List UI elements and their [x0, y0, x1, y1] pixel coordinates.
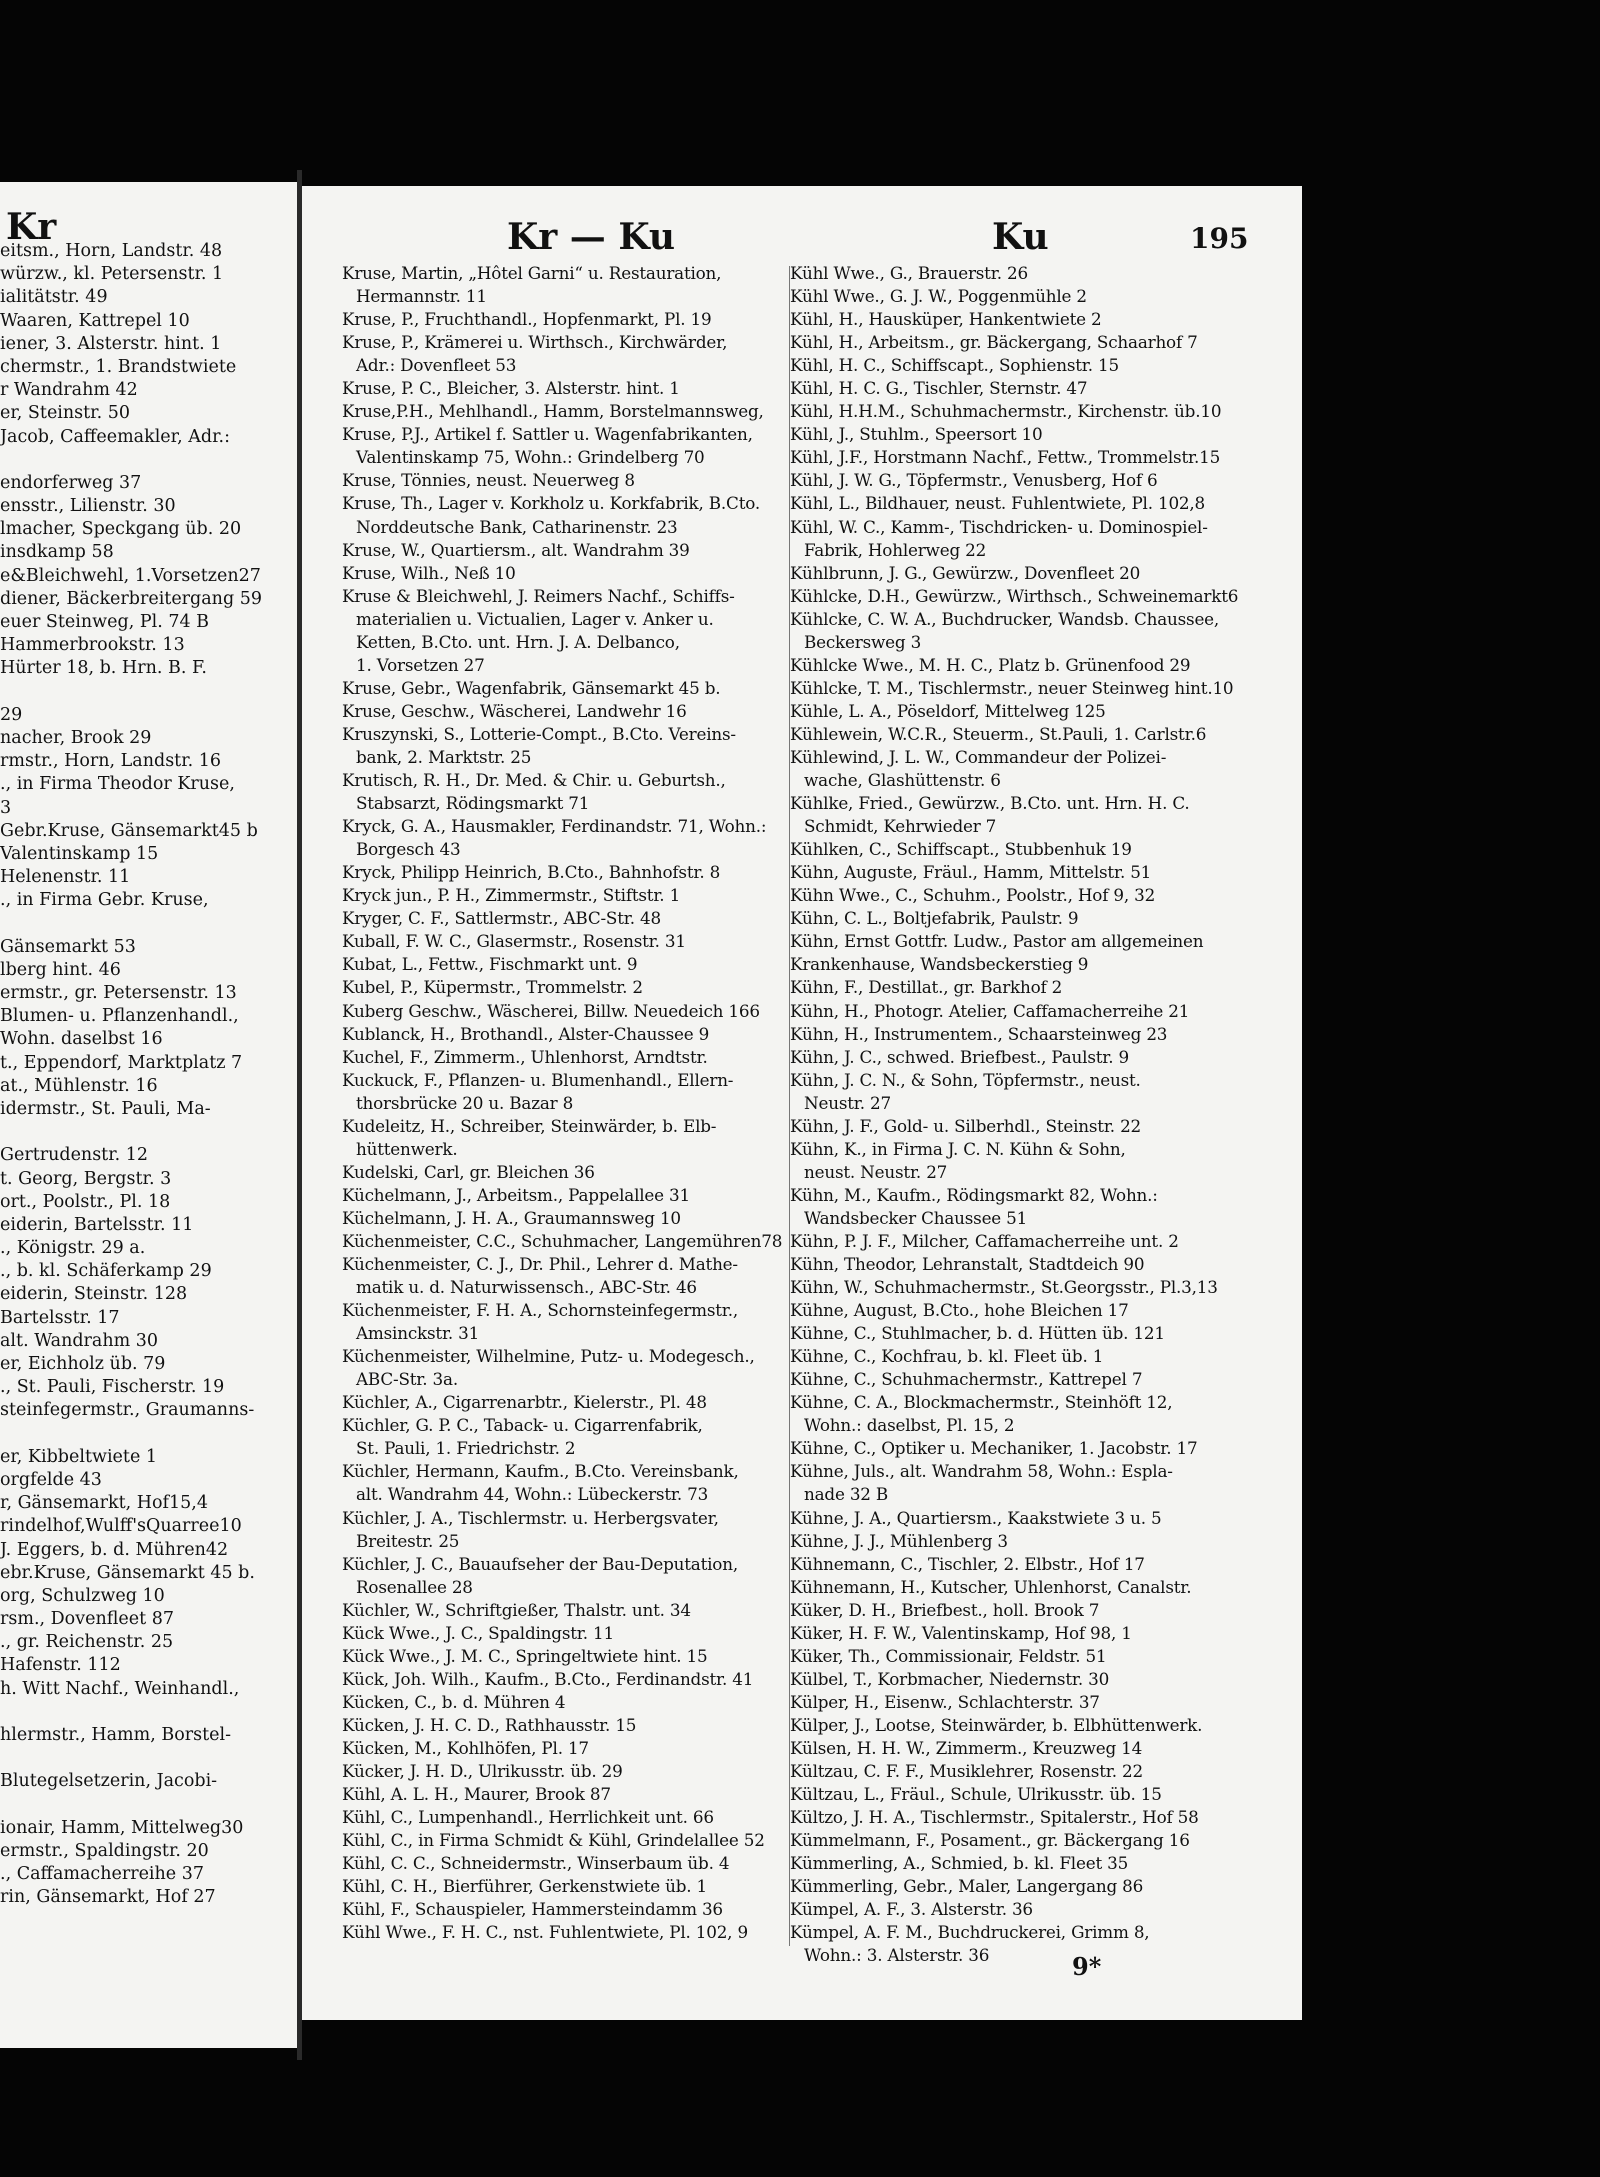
directory-entry-line: Kühl, C., Lumpenhandl., Herrlichkeit unt. 66: [342, 1807, 714, 1828]
directory-entry-line: Kubat, L., Fettw., Fischmarkt unt. 9: [342, 954, 638, 975]
directory-entry-line: Kühne, J. J., Mühlenberg 3: [790, 1530, 1008, 1551]
directory-entry-line: Wohn. daselbst 16: [0, 1029, 163, 1050]
directory-entry-line: Kühl, J.F., Horstmann Nachf., Fettw., Trommelstr.15: [790, 447, 1221, 468]
directory-entry-line: Hermannstr. 11: [356, 286, 487, 307]
directory-entry-line: t. Georg, Bergstr. 3: [0, 1168, 172, 1189]
directory-entry-line: rmstr., Horn, Landstr. 16: [0, 751, 222, 772]
directory-entry-line: ., in Firma Theodor Kruse,: [0, 774, 235, 795]
directory-entry-line: Kruse, Tönnies, neust. Neuerweg 8: [342, 470, 635, 491]
directory-entry-line: er, Eichholz üb. 79: [0, 1354, 166, 1374]
directory-entry-line: Kültzo, J. H. A., Tischlermstr., Spitalerstr., Hof 58: [790, 1807, 1199, 1828]
directory-entry-line: Norddeutsche Bank, Catharinenstr. 23: [356, 516, 678, 537]
directory-entry-line: Kryck, Philipp Heinrich, B.Cto., Bahnhofstr. 8: [342, 862, 721, 883]
directory-entry-line: Kühlewein, W.C.R., Steuerm., St.Pauli, 1. Carlstr.6: [790, 723, 1207, 744]
directory-entry-line: Kühl, J. W. G., Töpfermstr., Venusberg, Hof 6: [790, 470, 1158, 491]
directory-entry-line: Külper, H., Eisenw., Schlachterstr. 37: [790, 1691, 1100, 1712]
directory-entry-line: Bartelsstr. 17: [0, 1307, 120, 1328]
directory-entry-line: Ketten, B.Cto. unt. Hrn. J. A. Delbanco,: [356, 631, 680, 652]
directory-entry-line: Kruse, P. C., Bleicher, 3. Alsterstr. hint. 1: [342, 378, 680, 399]
directory-entry-line: Kryger, C. F., Sattlermstr., ABC-Str. 48: [342, 908, 661, 929]
directory-entry-line: Rosenallee 28: [356, 1576, 473, 1597]
directory-entry-line: Küker, H. F. W., Valentinskamp, Hof 98, 1: [790, 1622, 1132, 1643]
directory-entry-line: idermstr., St. Pauli, Ma-: [0, 1098, 211, 1119]
directory-entry-line: Kühn, Theodor, Lehranstalt, Stadtdeich 90: [790, 1254, 1145, 1275]
directory-entry-line: Kühn, H., Instrumentem., Schaarsteinweg 23: [790, 1023, 1168, 1044]
page-number: 195: [1190, 222, 1249, 255]
directory-entry-line: bank, 2. Marktstr. 25: [356, 746, 532, 767]
directory-entry-line: Kühl, A. L. H., Maurer, Brook 87: [342, 1784, 611, 1805]
directory-entry-line: Kruse, P., Krämerei u. Wirthsch., Kirchwärder,: [342, 332, 728, 353]
directory-entry-line: Kühne, J. A., Quartiersm., Kaakstwiete 3 u. 5: [790, 1507, 1162, 1528]
directory-entry-line: Kruse, Th., Lager v. Korkholz u. Korkfabrik, B.Cto.: [342, 493, 760, 514]
directory-entry-line: Kühn, C. L., Boltjefabrik, Paulstr. 9: [790, 908, 1079, 929]
signature-mark: 9*: [1072, 1952, 1102, 1981]
directory-entry-line: lberg hint. 46: [0, 959, 121, 980]
directory-entry-line: alt. Wandrahm 30: [0, 1330, 159, 1351]
directory-entry-line: rindelhof,Wulff'sQuarree10: [0, 1516, 242, 1537]
directory-entry-line: Kühl, C. C., Schneidermstr., Winserbaum üb. 4: [342, 1853, 730, 1874]
directory-entry-line: Helenenstr. 11: [0, 867, 131, 888]
directory-entry-line: ., St. Pauli, Fischerstr. 19: [0, 1377, 225, 1398]
page-header-range: Kr — Ku: [507, 216, 675, 258]
directory-entry-line: Hammerbrookstr. 13: [0, 635, 185, 656]
directory-page: [302, 186, 1302, 2020]
directory-entry-line: Kücken, M., Kohlhöfen, Pl. 17: [342, 1738, 589, 1758]
directory-entry-line: Kühl, H., Arbeitsm., gr. Bäckergang, Schaarhof 7: [790, 332, 1198, 353]
directory-entry-line: Neustr. 27: [804, 1092, 891, 1113]
directory-entry-line: Kruse, P., Fruchthandl., Hopfenmarkt, Pl. 19: [342, 309, 712, 330]
directory-entry-line: Valentinskamp 75, Wohn.: Grindelberg 70: [356, 447, 705, 468]
directory-entry-line: Kück Wwe., J. M. C., Springeltwiete hint. 15: [342, 1645, 708, 1666]
directory-entry-line: Kühl, H.H.M., Schuhmachermstr., Kirchenstr. üb.10: [790, 401, 1222, 422]
directory-entry-line: ebr.Kruse, Gänsemarkt 45 b.: [0, 1562, 255, 1583]
directory-entry-line: Fabrik, Hohlerweg 22: [804, 539, 987, 560]
directory-entry-line: nade 32 B: [804, 1484, 889, 1505]
directory-entry-line: Wandsbecker Chaussee 51: [804, 1207, 1028, 1228]
directory-entry-line: Kühne, C. A., Blockmachermstr., Steinhöft 12,: [790, 1392, 1173, 1413]
directory-entry-line: Kück, Joh. Wilh., Kaufm., B.Cto., Ferdinandstr. 41: [342, 1668, 754, 1689]
directory-entry-line: hlermstr., Hamm, Borstel-: [0, 1725, 231, 1745]
directory-entry-line: Kühn, M., Kaufm., Rödingsmarkt 82, Wohn.:: [790, 1184, 1158, 1205]
directory-entry-line: r Wandrahm 42: [0, 380, 138, 401]
directory-entry-line: euer Steinweg, Pl. 74 B: [0, 612, 210, 632]
directory-entry-line: Kühne, August, B.Cto., hohe Bleichen 17: [790, 1300, 1129, 1321]
directory-entry-line: Kublanck, H., Brothandl., Alster-Chaussee 9: [342, 1023, 710, 1044]
directory-entry-line: [0, 449, 297, 472]
directory-entry-line: Adr.: Dovenfleet 53: [356, 355, 517, 376]
directory-entry-line: Kühne, C., Optiker u. Mechaniker, 1. Jacobstr. 17: [790, 1438, 1198, 1459]
directory-entry-line: J. Eggers, b. d. Mühren42: [0, 1539, 229, 1560]
directory-entry-line: [0, 1701, 297, 1724]
directory-entry-line: diener, Bäckerbreitergang 59: [0, 588, 262, 609]
directory-entry-line: ermstr., Spaldingstr. 20: [0, 1840, 209, 1861]
directory-entry-line: Kültzau, C. F. F., Musiklehrer, Rosenstr. 22: [790, 1761, 1143, 1782]
directory-entry-line: endorferweg 37: [0, 472, 142, 493]
directory-entry-line: Kühn, Auguste, Fräul., Hamm, Mittelstr. 51: [790, 862, 1152, 883]
directory-entry-line: Küchelmann, J., Arbeitsm., Pappelallee 31: [342, 1184, 690, 1205]
directory-entry-line: Kültzau, L., Fräul., Schule, Ulrikusstr. üb. 15: [790, 1784, 1162, 1805]
directory-entry-line: ermstr., gr. Petersenstr. 13: [0, 983, 237, 1003]
directory-entry-line: Külsen, H. H. W., Zimmerm., Kreuzweg 14: [790, 1738, 1143, 1758]
directory-entry-line: Kühl, J., Stuhlm., Speersort 10: [790, 424, 1043, 445]
directory-entry-line: Küker, Th., Commissionair, Feldstr. 51: [790, 1645, 1107, 1666]
directory-entry-line: [0, 912, 297, 935]
directory-entry-line: Gertrudenstr. 12: [0, 1145, 149, 1166]
directory-entry-line: Kudelski, Carl, gr. Bleichen 36: [342, 1161, 595, 1182]
directory-entry-line: Kühlcke, C. W. A., Buchdrucker, Wandsb. Chaussee,: [790, 608, 1220, 629]
directory-entry-line: Kühn, F., Destillat., gr. Barkhof 2: [790, 977, 1063, 998]
directory-entry-line: ., b. kl. Schäferkamp 29: [0, 1261, 212, 1282]
directory-entry-line: matik u. d. Naturwissensch., ABC-Str. 46: [356, 1277, 697, 1298]
directory-entry-line: Kühlcke Wwe., M. H. C., Platz b. Grünenfood 29: [790, 654, 1191, 675]
directory-entry-line: Kruse, Gebr., Wagenfabrik, Gänsemarkt 45 b.: [342, 677, 721, 698]
directory-entry-line: Breitestr. 25: [356, 1530, 460, 1551]
directory-entry-line: Kühne, C., Schuhmachermstr., Kattrepel 7: [790, 1369, 1143, 1390]
directory-entry-line: Kühn, W., Schuhmachermstr., St.Georgsstr., Pl.3,13: [790, 1277, 1218, 1298]
directory-entry-line: Kuckuck, F., Pflanzen- u. Blumenhandl., Ellern-: [342, 1069, 734, 1090]
directory-entry-line: Kühne, C., Kochfrau, b. kl. Fleet üb. 1: [790, 1346, 1104, 1367]
directory-entry-line: Kuchel, F., Zimmerm., Uhlenhorst, Arndtstr.: [342, 1046, 708, 1067]
directory-entry-line: org, Schulzweg 10: [0, 1585, 165, 1606]
directory-entry-line: ort., Poolstr., Pl. 18: [0, 1191, 171, 1212]
directory-entry-line: Kryck jun., P. H., Zimmermstr., Stiftstr. 1: [342, 885, 681, 906]
directory-entry-line: Amsinckstr. 31: [356, 1323, 480, 1344]
directory-entry-line: Kühle, L. A., Pöseldorf, Mittelweg 125: [790, 700, 1106, 721]
directory-entry-line: Külper, J., Lootse, Steinwärder, b. Elbhüttenwerk.: [790, 1714, 1203, 1735]
directory-entry-line: neust. Neustr. 27: [804, 1161, 948, 1182]
directory-entry-line: ., Caffamacherreihe 37: [0, 1864, 204, 1885]
directory-entry-line: Jacob, Caffeemakler, Adr.:: [0, 426, 230, 447]
directory-entry-line: Beckersweg 3: [804, 631, 922, 652]
directory-entry-line: Kühn, J. F., Gold- u. Silberhdl., Steinstr. 22: [790, 1115, 1142, 1136]
directory-entry-line: er, Kibbeltwiete 1: [0, 1446, 158, 1467]
directory-entry-line: Kühl Wwe., G., Brauerstr. 26: [790, 263, 1028, 283]
directory-entry-line: Kruszynski, S., Lotterie-Compt., B.Cto. Vereins-: [342, 723, 736, 744]
directory-entry-line: Küchler, A., Cigarrenarbtr., Kielerstr., Pl. 48: [342, 1392, 707, 1413]
directory-entry-line: Kümmerling, A., Schmied, b. kl. Fleet 35: [790, 1853, 1129, 1874]
directory-entry-line: Kühl, C. H., Bierführer, Gerkenstwiete üb. 1: [342, 1876, 708, 1897]
directory-entry-line: [0, 681, 297, 704]
directory-entry-line: eitsm., Horn, Landstr. 48: [0, 241, 223, 261]
directory-entry-line: Kruse, Geschw., Wäscherei, Landwehr 16: [342, 700, 687, 721]
directory-entry-line: ABC-Str. 3a.: [356, 1369, 458, 1390]
directory-entry-line: ., Königstr. 29 a.: [0, 1238, 146, 1259]
directory-entry-line: [0, 1121, 297, 1144]
directory-entry-line: Küchenmeister, F. H. A., Schornsteinfegermstr.,: [342, 1300, 739, 1321]
directory-entry-line: Küchler, J. C., Bauaufseher der Bau-Deputation,: [342, 1553, 738, 1574]
directory-entry-line: Küker, D. H., Briefbest., holl. Brook 7: [790, 1599, 1100, 1620]
directory-entry-line: Wohn.: daselbst, Pl. 15, 2: [804, 1415, 1015, 1436]
directory-entry-line: Kruse, Martin, „Hôtel Garni“ u. Restauration,: [342, 263, 722, 283]
directory-entry-line: Valentinskamp 15: [0, 843, 159, 864]
directory-entry-line: Blumen- u. Pflanzenhandl.,: [0, 1006, 239, 1027]
directory-entry-line: Stabsarzt, Rödingsmarkt 71: [356, 793, 590, 814]
directory-entry-line: steinfegermstr., Graumanns-: [0, 1400, 255, 1421]
directory-entry-line: Kümpel, A. F. M., Buchdruckerei, Grimm 8,: [790, 1922, 1150, 1943]
directory-column-right: [790, 262, 1250, 1967]
directory-entry-line: Kryck, G. A., Hausmakler, Ferdinandstr. 71, Wohn.:: [342, 816, 767, 837]
directory-entry-line: Kühlbrunn, J. G., Gewürzw., Dovenfleet 20: [790, 562, 1141, 583]
directory-entry-line: Krankenhause, Wandsbeckerstieg 9: [790, 954, 1089, 975]
directory-entry-line: Külbel, T., Korbmacher, Niedernstr. 30: [790, 1668, 1110, 1689]
directory-entry-line: Gänsemarkt 53: [0, 936, 136, 957]
directory-entry-line: r, Gänsemarkt, Hof15,4: [0, 1493, 208, 1514]
directory-entry-line: Kühn Wwe., C., Schuhm., Poolstr., Hof 9, 32: [790, 885, 1156, 906]
page-header-key: Ku: [992, 216, 1049, 258]
directory-entry-line: Blutegelsetzerin, Jacobi-: [0, 1771, 218, 1792]
directory-entry-line: 1. Vorsetzen 27: [356, 654, 485, 675]
directory-entry-line: hüttenwerk.: [356, 1138, 458, 1159]
directory-entry-line: Kühl, L., Bildhauer, neust. Fuhlentwiete, Pl. 102,8: [790, 493, 1206, 514]
directory-entry-line: Kücken, J. H. C. D., Rathhausstr. 15: [342, 1714, 637, 1735]
directory-entry-line: Kühl, H. C., Schiffscapt., Sophienstr. 15: [790, 355, 1119, 376]
directory-entry-line: Hürter 18, b. Hrn. B. F.: [0, 658, 207, 679]
directory-entry-line: Kühlewind, J. L. W., Commandeur der Polizei-: [790, 746, 1167, 767]
directory-entry-line: 29: [0, 704, 23, 725]
directory-entry-line: Kruse,P.H., Mehlhandl., Hamm, Borstelmannsweg,: [342, 401, 764, 422]
directory-entry-line: Kück Wwe., J. C., Spaldingstr. 11: [342, 1622, 614, 1643]
directory-entry-line: Küchler, W., Schriftgießer, Thalstr. unt. 34: [342, 1599, 691, 1620]
directory-entry-line: Kühn, H., Photogr. Atelier, Caffamacherreihe 21: [790, 1000, 1190, 1021]
directory-entry-line: eiderin, Steinstr. 128: [0, 1284, 188, 1305]
directory-entry-line: Kühn, K., in Firma J. C. N. Kühn & Sohn,: [790, 1138, 1126, 1159]
directory-entry-line: Kühne, Juls., alt. Wandrahm 58, Wohn.: Espla-: [790, 1461, 1173, 1482]
directory-entry-line: ionair, Hamm, Mittelweg30: [0, 1817, 244, 1838]
directory-entry-line: Kühl Wwe., G. J. W., Poggenmühle 2: [790, 286, 1087, 307]
directory-entry-line: wache, Glashüttenstr. 6: [804, 770, 1001, 791]
directory-entry-line: t., Eppendorf, Marktplatz 7: [0, 1052, 243, 1073]
directory-entry-line: Küchelmann, J. H. A., Graumannsweg 10: [342, 1207, 681, 1228]
directory-entry-line: St. Pauli, 1. Friedrichstr. 2: [356, 1438, 576, 1459]
directory-entry-line: Kühlken, C., Schiffscapt., Stubbenhuk 19: [790, 839, 1132, 860]
directory-entry-line: Kühlcke, D.H., Gewürzw., Wirthsch., Schweinemarkt6: [790, 585, 1239, 606]
directory-entry-line: 3: [0, 797, 12, 818]
directory-entry-line: Krutisch, R. H., Dr. Med. & Chir. u. Geburtsh.,: [342, 770, 726, 791]
directory-entry-line: Kühlke, Fried., Gewürzw., B.Cto. unt. Hrn. H. C.: [790, 793, 1190, 814]
directory-entry-line: [0, 1423, 297, 1446]
directory-entry-line: eiderin, Bartelsstr. 11: [0, 1214, 194, 1235]
left-page-fragment: [0, 182, 297, 2048]
directory-entry-line: Wohn.: 3. Alsterstr. 36: [804, 1945, 990, 1966]
directory-entry-line: Schmidt, Kehrwieder 7: [804, 816, 997, 837]
directory-entry-line: Kuball, F. W. C., Glasermstr., Rosenstr. 31: [342, 931, 686, 952]
directory-entry-line: Borgesch 43: [356, 839, 461, 860]
directory-entry-line: alt. Wandrahm 44, Wohn.: Lübeckerstr. 73: [356, 1484, 709, 1505]
directory-entry-line: Kruse, P.J., Artikel f. Sattler u. Wagenfabrikanten,: [342, 424, 753, 445]
directory-entry-line: ., in Firma Gebr. Kruse,: [0, 890, 209, 911]
directory-entry-line: iener, 3. Alsterstr. hint. 1: [0, 333, 222, 354]
directory-entry-line: Kudeleitz, H., Schreiber, Steinwärder, b. Elb-: [342, 1115, 717, 1136]
directory-entry-line: Kruse & Bleichwehl, J. Reimers Nachf., Schiffs-: [342, 585, 735, 606]
left-page-lines: [0, 240, 297, 1910]
directory-entry-line: Kühnemann, H., Kutscher, Uhlenhorst, Canalstr.: [790, 1576, 1192, 1597]
directory-entry-line: Kühl, W. C., Kamm-, Tischdricken- u. Dominospiel-: [790, 516, 1208, 537]
directory-entry-line: ., gr. Reichenstr. 25: [0, 1632, 174, 1653]
directory-entry-line: lmacher, Speckgang üb. 20: [0, 519, 242, 540]
directory-entry-line: ialitätstr. 49: [0, 287, 108, 308]
directory-entry-line: Küchenmeister, C. J., Dr. Phil., Lehrer d. Mathe-: [342, 1254, 738, 1275]
directory-entry-line: Kümmerling, Gebr., Maler, Langergang 86: [790, 1876, 1144, 1897]
directory-entry-line: er, Steinstr. 50: [0, 403, 131, 424]
directory-entry-line: at., Mühlenstr. 16: [0, 1075, 158, 1096]
directory-entry-line: h. Witt Nachf., Weinhandl.,: [0, 1678, 240, 1699]
directory-entry-line: Kühl, H., Hausküper, Hankentwiete 2: [790, 309, 1102, 330]
directory-entry-line: Küchler, J. A., Tischlermstr. u. Herbergsvater,: [342, 1507, 719, 1528]
directory-entry-line: Kruse, W., Quartiersm., alt. Wandrahm 39: [342, 539, 690, 560]
directory-entry-line: Kühl Wwe., F. H. C., nst. Fuhlentwiete, Pl. 102, 9: [342, 1922, 748, 1943]
directory-entry-line: Kühl, F., Schauspieler, Hammersteindamm 36: [342, 1899, 723, 1920]
directory-entry-line: Kühn, J. C., schwed. Briefbest., Paulstr. 9: [790, 1046, 1130, 1067]
directory-entry-line: Kühn, J. C. N., & Sohn, Töpfermstr., neust.: [790, 1069, 1141, 1090]
directory-entry-line: Kuberg Geschw., Wäscherei, Billw. Neuedeich 166: [342, 1000, 760, 1021]
directory-entry-line: Kruse, Wilh., Neß 10: [342, 562, 516, 583]
directory-entry-line: Waaren, Kattrepel 10: [0, 310, 190, 331]
directory-entry-line: Kubel, P., Küpermstr., Trommelstr. 2: [342, 977, 643, 998]
directory-entry-line: Gebr.Kruse, Gänsemarkt45 b: [0, 820, 258, 841]
directory-entry-line: e&Bleichwehl, 1.Vorsetzen27: [0, 565, 261, 586]
directory-entry-line: insdkamp 58: [0, 542, 114, 563]
directory-entry-line: würzw., kl. Petersenstr. 1: [0, 264, 224, 285]
directory-entry-line: Küchler, G. P. C., Taback- u. Cigarrenfabrik,: [342, 1415, 703, 1436]
directory-entry-line: Kühnemann, C., Tischler, 2. Elbstr., Hof 17: [790, 1553, 1145, 1574]
left-page-header: Kr: [6, 206, 57, 248]
directory-entry-line: [0, 1794, 297, 1817]
directory-entry-line: Küchenmeister, C.C., Schuhmacher, Langemühren78: [342, 1230, 783, 1251]
directory-entry-line: thorsbrücke 20 u. Bazar 8: [356, 1092, 574, 1113]
directory-entry-line: chermstr., 1. Brandstwiete: [0, 356, 237, 377]
directory-entry-line: Küchler, Hermann, Kaufm., B.Cto. Vereinsbank,: [342, 1461, 739, 1482]
directory-entry-line: Kümpel, A. F., 3. Alsterstr. 36: [790, 1899, 1033, 1920]
directory-entry-line: Kühl, C., in Firma Schmidt & Kühl, Grindelallee 52: [342, 1830, 765, 1851]
directory-entry-line: Kühn, Ernst Gottfr. Ludw., Pastor am allgemeinen: [790, 931, 1204, 952]
directory-entry-line: Kühn, P. J. F., Milcher, Caffamacherreihe unt. 2: [790, 1230, 1179, 1251]
directory-entry-line: Kühlcke, T. M., Tischlermstr., neuer Steinweg hint.10: [790, 677, 1234, 698]
directory-entry-line: orgfelde 43: [0, 1469, 102, 1490]
directory-column-left: [342, 262, 794, 1944]
directory-entry-line: Kücken, C., b. d. Mühren 4: [342, 1691, 566, 1712]
directory-entry-line: Küchenmeister, Wilhelmine, Putz- u. Modegesch.,: [342, 1346, 755, 1367]
directory-entry-line: Kücker, J. H. D., Ulrikusstr. üb. 29: [342, 1761, 623, 1782]
directory-entry-line: ensstr., Lilienstr. 30: [0, 496, 176, 517]
directory-entry-line: materialien u. Victualien, Lager v. Anker u.: [356, 608, 714, 629]
directory-entry-line: Kühne, C., Stuhlmacher, b. d. Hütten üb. 121: [790, 1323, 1165, 1344]
directory-entry-line: Hafenstr. 112: [0, 1655, 121, 1676]
directory-entry-line: rsm., Dovenfleet 87: [0, 1609, 174, 1630]
directory-entry-line: Kümmelmann, F., Posament., gr. Bäckergang 16: [790, 1830, 1190, 1851]
directory-entry-line: nacher, Brook 29: [0, 727, 152, 748]
directory-entry-line: rin, Gänsemarkt, Hof 27: [0, 1887, 216, 1908]
directory-entry-line: Kühl, H. C. G., Tischler, Sternstr. 47: [790, 378, 1088, 399]
directory-entry-line: [0, 1747, 297, 1770]
